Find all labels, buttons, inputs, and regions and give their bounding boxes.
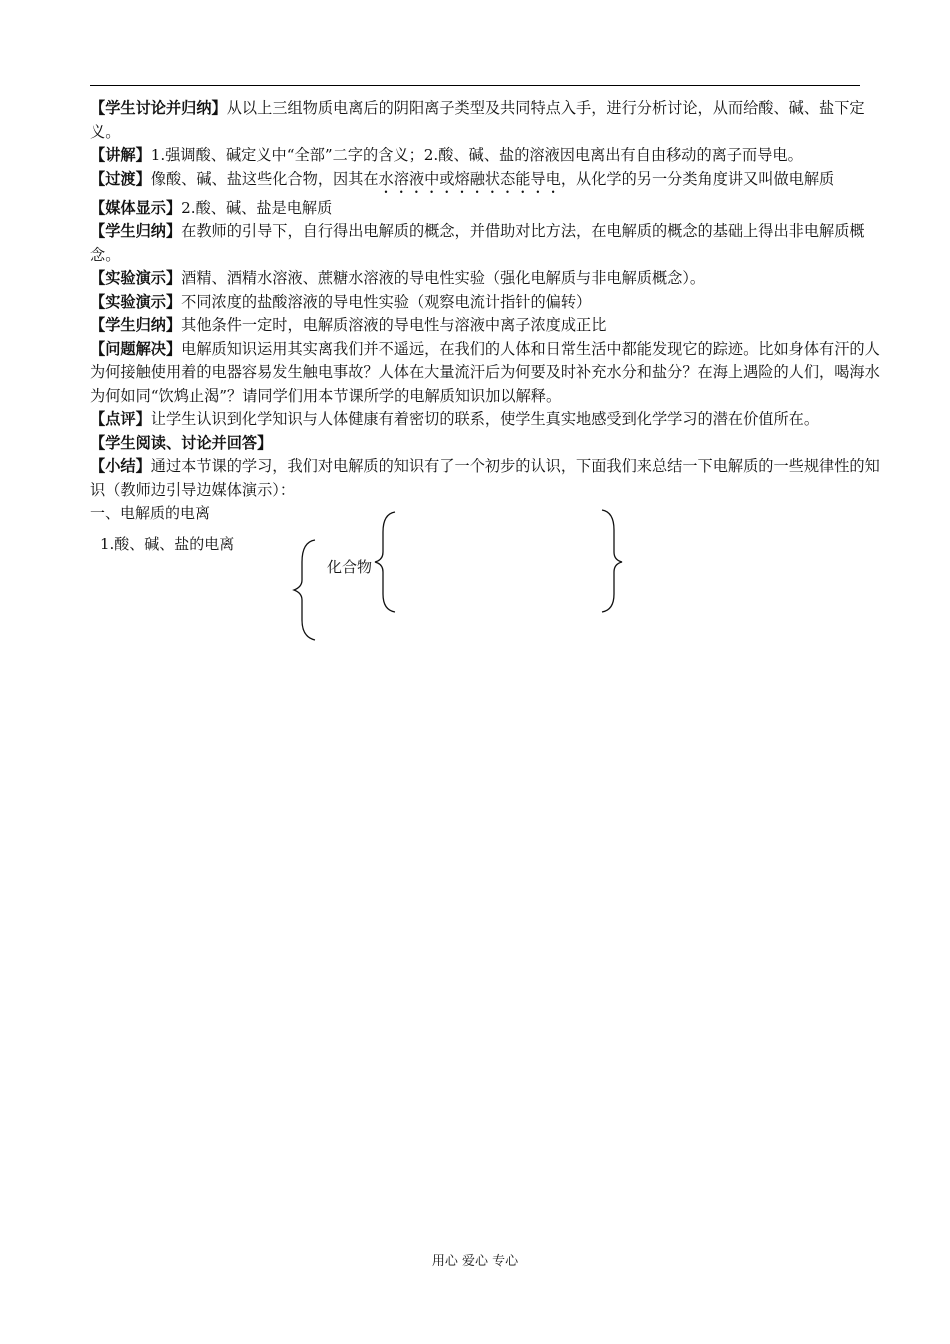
page-footer: 用心 爱心 专心	[431, 1254, 519, 1269]
brace-lines	[90, 502, 880, 677]
section-tag: 【学生归纳】	[90, 316, 182, 334]
paragraph-problem-solving: 【问题解决】电解质知识运用其实离我们并不遥远，在我们的人体和日常生活中都能发现它的踪迹。比如身体有汗的人为何接触使用着的电器容易发生触电事故？人体在大量流汗后为何要及时补充水分和盐分？在海上遇险的人们，喝海水为何如同“饮鸩止渴”？请同学们用本节课所学的电解质知识加以解释。	[90, 339, 880, 405]
section-tag: 【学生讨论并归纳】	[90, 99, 227, 117]
paragraph-transition: 【过渡】像酸、碱、盐这些化合物，因其在水溶液中或熔融状态能导电，从化学的另一分类角度讲又叫做电解质	[90, 169, 835, 188]
emphasized-text: 水溶液中或熔融状态能导电	[378, 169, 561, 188]
section-tag: 【学生归纳】	[90, 222, 182, 240]
section-tag: 【学生阅读、讨论并回答】	[90, 433, 273, 452]
section-tag: 【讲解】	[90, 146, 151, 164]
electrolyte-diagram	[90, 502, 880, 677]
section-tag: 【媒体显示】	[90, 198, 182, 217]
header-rule	[90, 85, 860, 86]
paragraph-student-summary: 【学生归纳】在教师的引导下，自行得出电解质的概念，并借助对比方法，在电解质的概念的基础上得出非电解质概念。	[90, 222, 865, 264]
diagram-subheading-1: 1.酸、碱、盐的电离	[100, 535, 235, 553]
diagram-heading: 一、电解质的电离	[90, 504, 211, 522]
section-tag: 【实验演示】	[90, 269, 182, 287]
paragraph-media: 【媒体显示】2.酸、碱、盐是电解质	[90, 198, 333, 217]
paragraph-experiment-2: 【实验演示】不同浓度的盐酸溶液的导电性实验（观察电流计指针的偏转）	[90, 292, 592, 311]
paragraph-discussion: 【学生讨论并归纳】从以上三组物质电离后的阴阳离子类型及共同特点入手，进行分析讨论，从而给酸、碱、盐下定义。	[90, 99, 865, 141]
section-tag: 【小结】	[90, 457, 151, 475]
paragraph-comment: 【点评】让学生认识到化学知识与人体健康有着密切的联系，使学生真实地感受到化学学习的潜在价值所在。	[90, 410, 819, 428]
paragraph-experiment-1: 【实验演示】酒精、酒精水溶液、蔗糖水溶液的导电性实验（强化电解质与非电解质概念）。	[90, 269, 706, 287]
paragraph-reading	[90, 432, 880, 456]
section-tag: 【问题解决】	[90, 339, 182, 358]
section-tag: 【过渡】	[90, 169, 151, 188]
section-tag: 【点评】	[90, 410, 151, 428]
paragraph-summary: 【小结】通过本节课的学习，我们对电解质的知识有了一个初步的认识，下面我们来总结一下电解质的一些规律性的知识（教师边引导边媒体演示）：	[90, 457, 880, 499]
paragraph-explain: 【讲解】1.强调酸、碱定义中“全部”二字的含义；2.酸、碱、盐的溶液因电离出有自由移动的离子而导电。	[90, 146, 803, 164]
paragraph-student-conclusion: 【学生归纳】其他条件一定时，电解质溶液的导电性与溶液中离子浓度成正比	[90, 316, 607, 334]
section-tag: 【实验演示】	[90, 292, 182, 311]
lesson-content	[90, 97, 880, 677]
compound-label: 化合物	[327, 558, 373, 576]
